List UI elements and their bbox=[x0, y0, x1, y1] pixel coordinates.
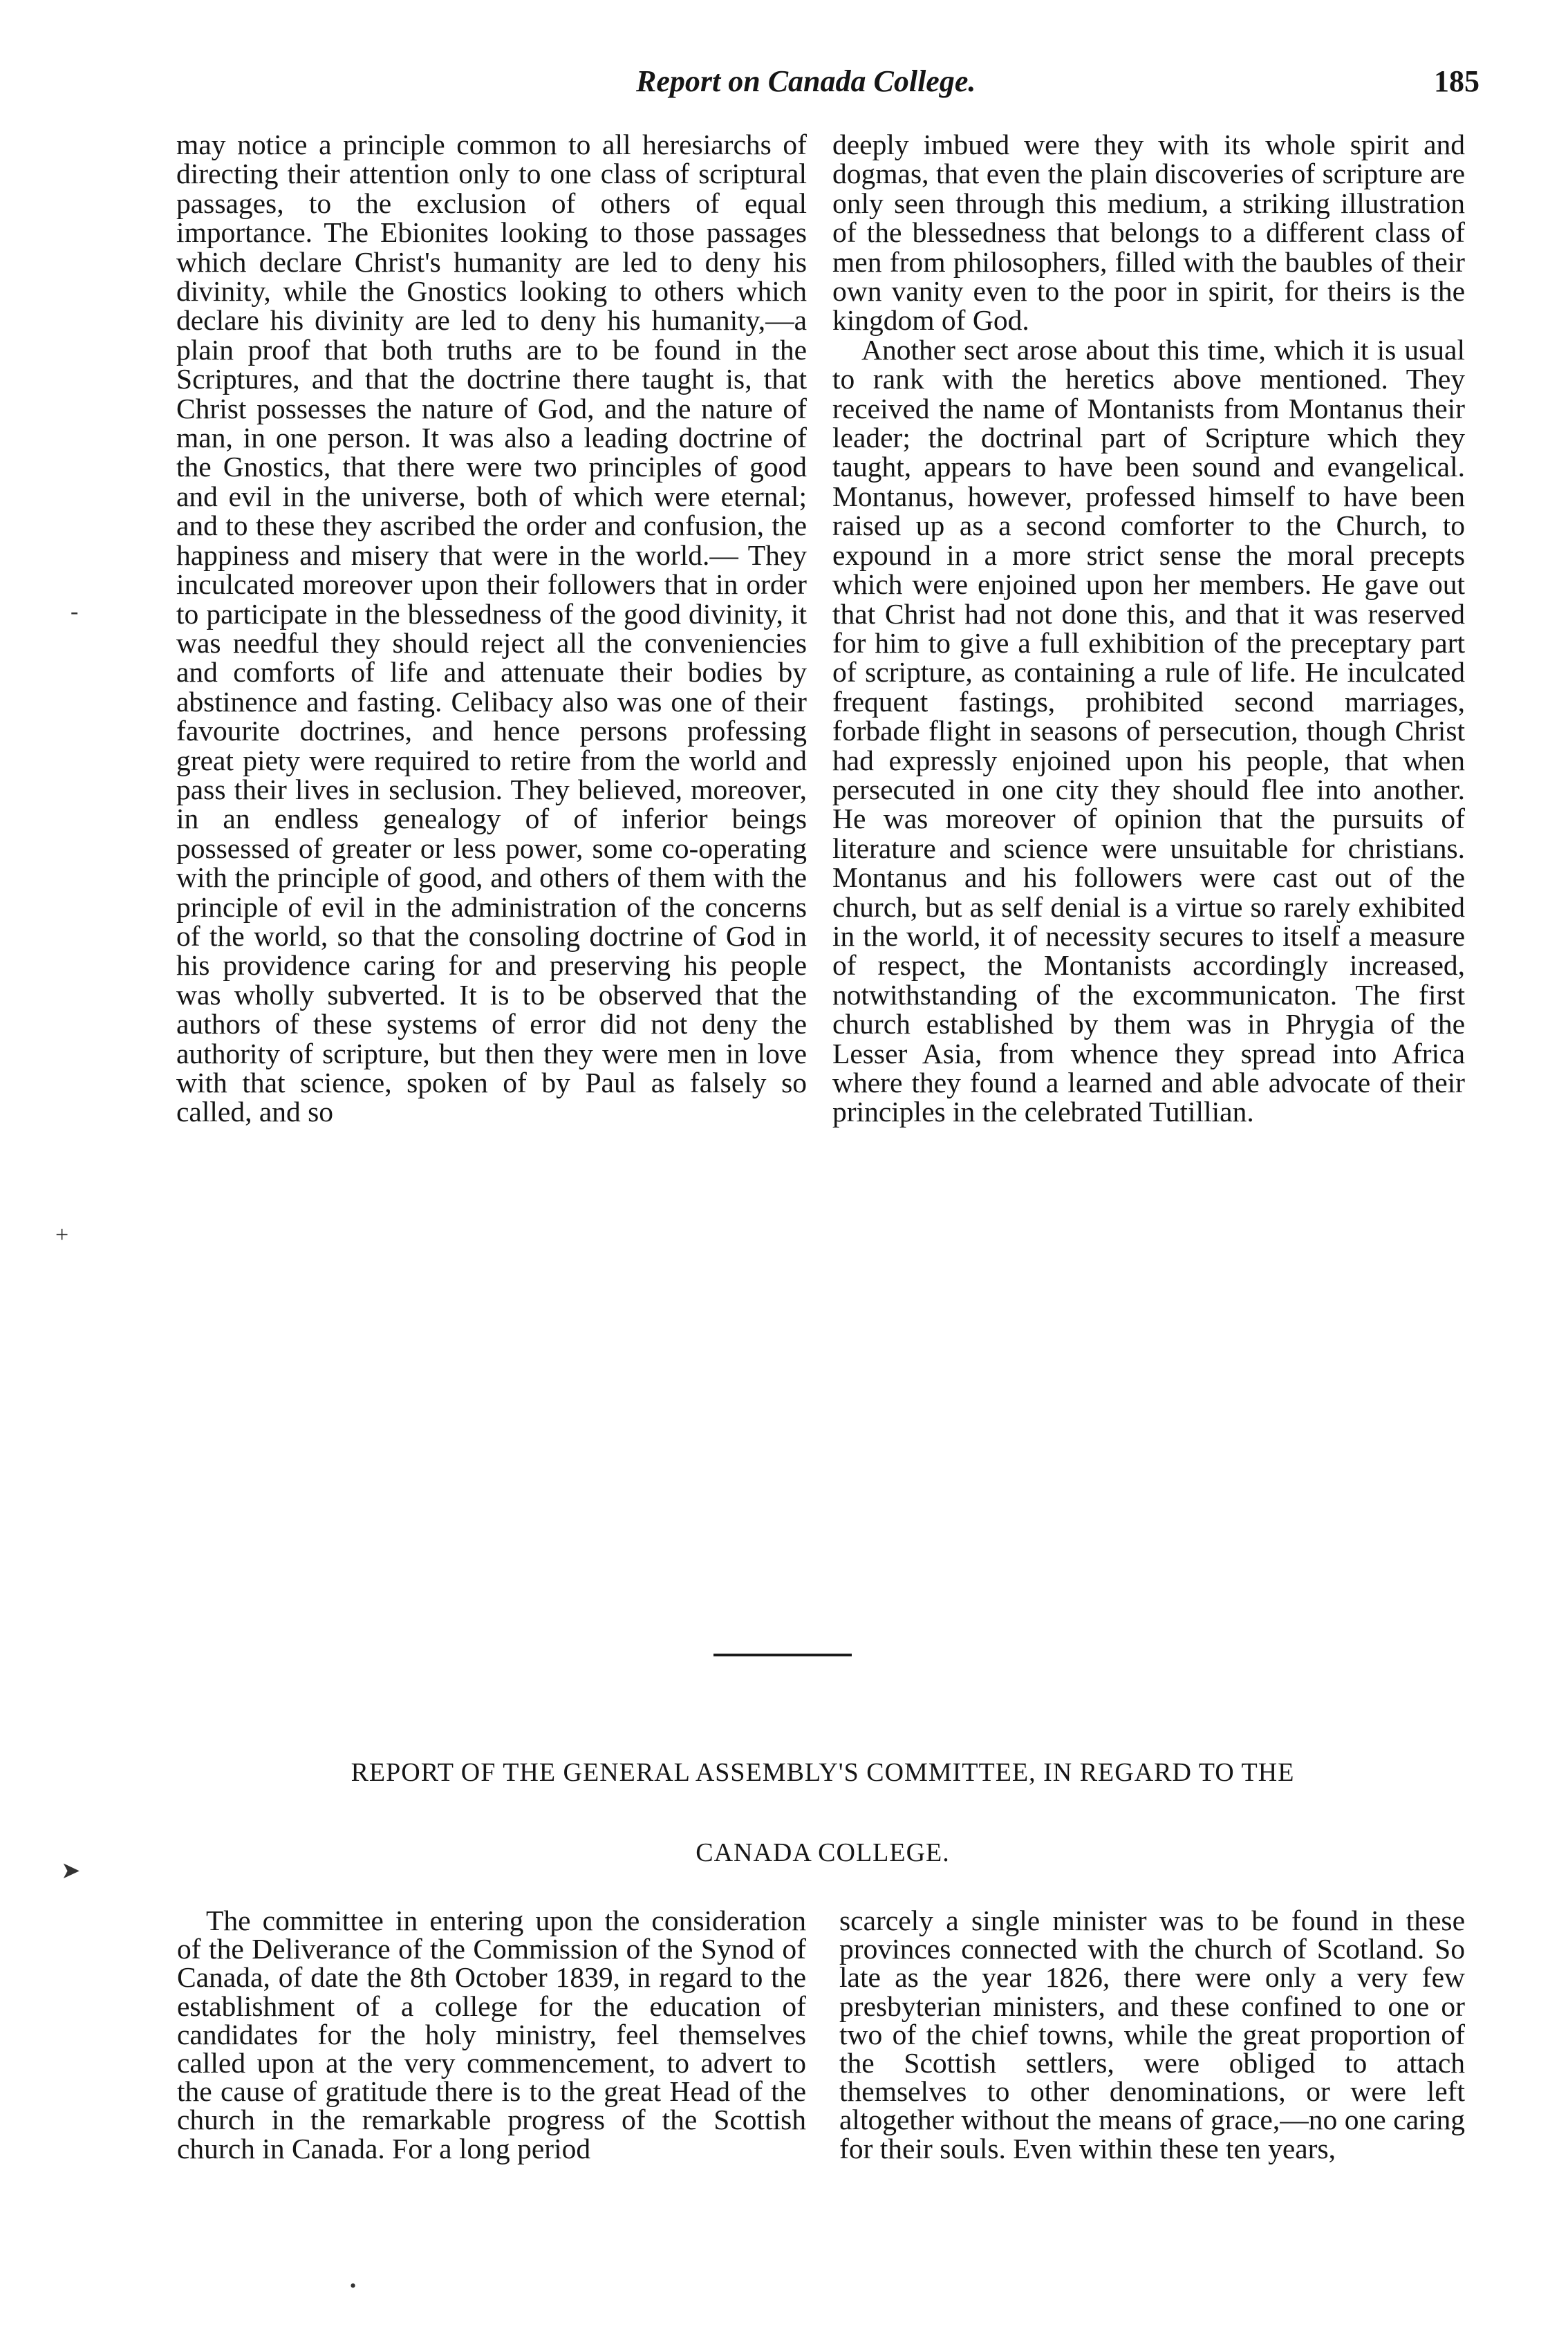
article-right-column bbox=[832, 130, 1465, 1127]
margin-mark-dash: - bbox=[71, 599, 79, 624]
running-head bbox=[166, 64, 1480, 112]
margin-mark-dot: • bbox=[350, 2276, 357, 2296]
article-right-paragraph-1: deeply imbued were they with its whole spirit and dogmas, that even the plain discoveries of scripture are only seen through this medium, a striking illustration of the blessedness that belongs to a different class of men from philosophers, filled with the baubles of their own vanity even to the poor in spirit, for theirs is the kingdom of God. bbox=[832, 129, 1465, 337]
report-left-column bbox=[177, 1907, 806, 2163]
report-right-column bbox=[839, 1907, 1465, 2163]
article-left-column bbox=[176, 130, 807, 1127]
report-right-paragraph: scarcely a single minister was to be found in these provinces connected with the church of Scotland. So late as the year 1826, there were only a very few presbyterian ministers, and these confined to one or two of the chief towns, while the great proportion of the Scottish settlers, were obliged to attach themselves to other denominations, or were left altogether without the means of grace,—no one caring for their souls. Even within these ten years, bbox=[839, 1905, 1465, 2164]
section-divider bbox=[713, 1654, 852, 1656]
report-heading-line-2: CANADA COLLEGE. bbox=[696, 1838, 950, 1867]
running-title: Report on Canada College. bbox=[636, 64, 976, 98]
report-heading-line-1: REPORT OF THE GENERAL ASSEMBLY'S COMMITTEE, IN REGARD TO THE bbox=[351, 1758, 1295, 1787]
article-right-paragraph-2: Another sect arose about this time, which it is usual to rank with the heretics above mentioned. They received the name of Montanists from Montanus their leader; the doctrinal part of Scripture which they taught, appears to have been sound and evangelical. Montanus, however, professed himself to have been raised up as a second comforter to the Church, to expound in a more strict sense the moral precepts which were enjoined upon her members. He gave out that Christ had not done this, and that it was reserved for him to give a full exhibition of the preceptary part of scripture, as containing a rule of life. He inculcated frequent fastings, prohibited second marriages, forbade flight in seasons of persecution, though Christ had expressly enjoined upon his people, that when persecuted in one city they should flee into another. He was moreover of opinion that the pursuits of literature and science were unsuitable for christians. Montanus and his followers were cast out of the church, but as self denial is a virtue so rarely exhibited in the world, it of necessity secures to itself a measure of respect, the Montanists accordingly increased, notwithstanding of the excommunicaton. The first church established by them was in Phrygia of the Lesser Asia, from whence they spread into Africa where they found a learned and able advocate of their principles in the celebrated Tutillian. bbox=[832, 333, 1465, 1128]
report-left-paragraph: The committee in entering upon the consideration of the Deliverance of the Commission of the Synod of Canada, of date the 8th October 1839, in regard to the establishment of a college for the education of candidates for the holy ministry, feel themselves called upon at the very commencement, to advert to the cause of gratitude there is to the great Head of the church in the remarkable progress of the Scottish church in Canada. For a long period bbox=[177, 1905, 806, 2164]
page-number: 185 bbox=[1434, 64, 1480, 98]
article-left-paragraph: may notice a principle common to all heresiarchs of directing their attention only to one class of scriptural passages, to the exclusion of others of equal importance. The Ebionites looking to those passages which declare Christ's humanity are led to deny his divinity, while the Gnostics looking to others which declare his divinity are led to deny his humanity,—a plain proof that both truths are to be found in the Scriptures, and that the doctrine there taught is, that Christ possesses the nature of God, and the nature of man, in one person. It was also a leading doctrine of the Gnostics, that there were two principles of good and evil in the universe, both of which were eternal; and to these they ascribed the order and confusion, the happiness and misery that were in the world.— They inculcated moreover upon their followers that in order to participate in the blessedness of the good divinity, it was needful they should reject all the conveniencies and comforts of life and attenuate their bodies by abstinence and fasting. Celibacy also was one of their favourite doctrines, and hence persons professing great piety were required to retire from the world and pass their lives in seclusion. They believed, moreover, in an endless genealogy of of inferior beings possessed of greater or less power, some co-operating with the principle of good, and others of them with the principle of evil in the administration of the concerns of the world, so that the consoling doctrine of God in his providence caring for and preserving his people was wholly subverted. It is to be observed that the authors of these systems of error did not deny the authority of scripture, but then they were men in love with that science, spoken of by Paul as falsely so called, and so bbox=[176, 129, 807, 1128]
margin-mark-arrow: ➤ bbox=[61, 1858, 81, 1884]
margin-mark-cross: + bbox=[55, 1222, 69, 1248]
